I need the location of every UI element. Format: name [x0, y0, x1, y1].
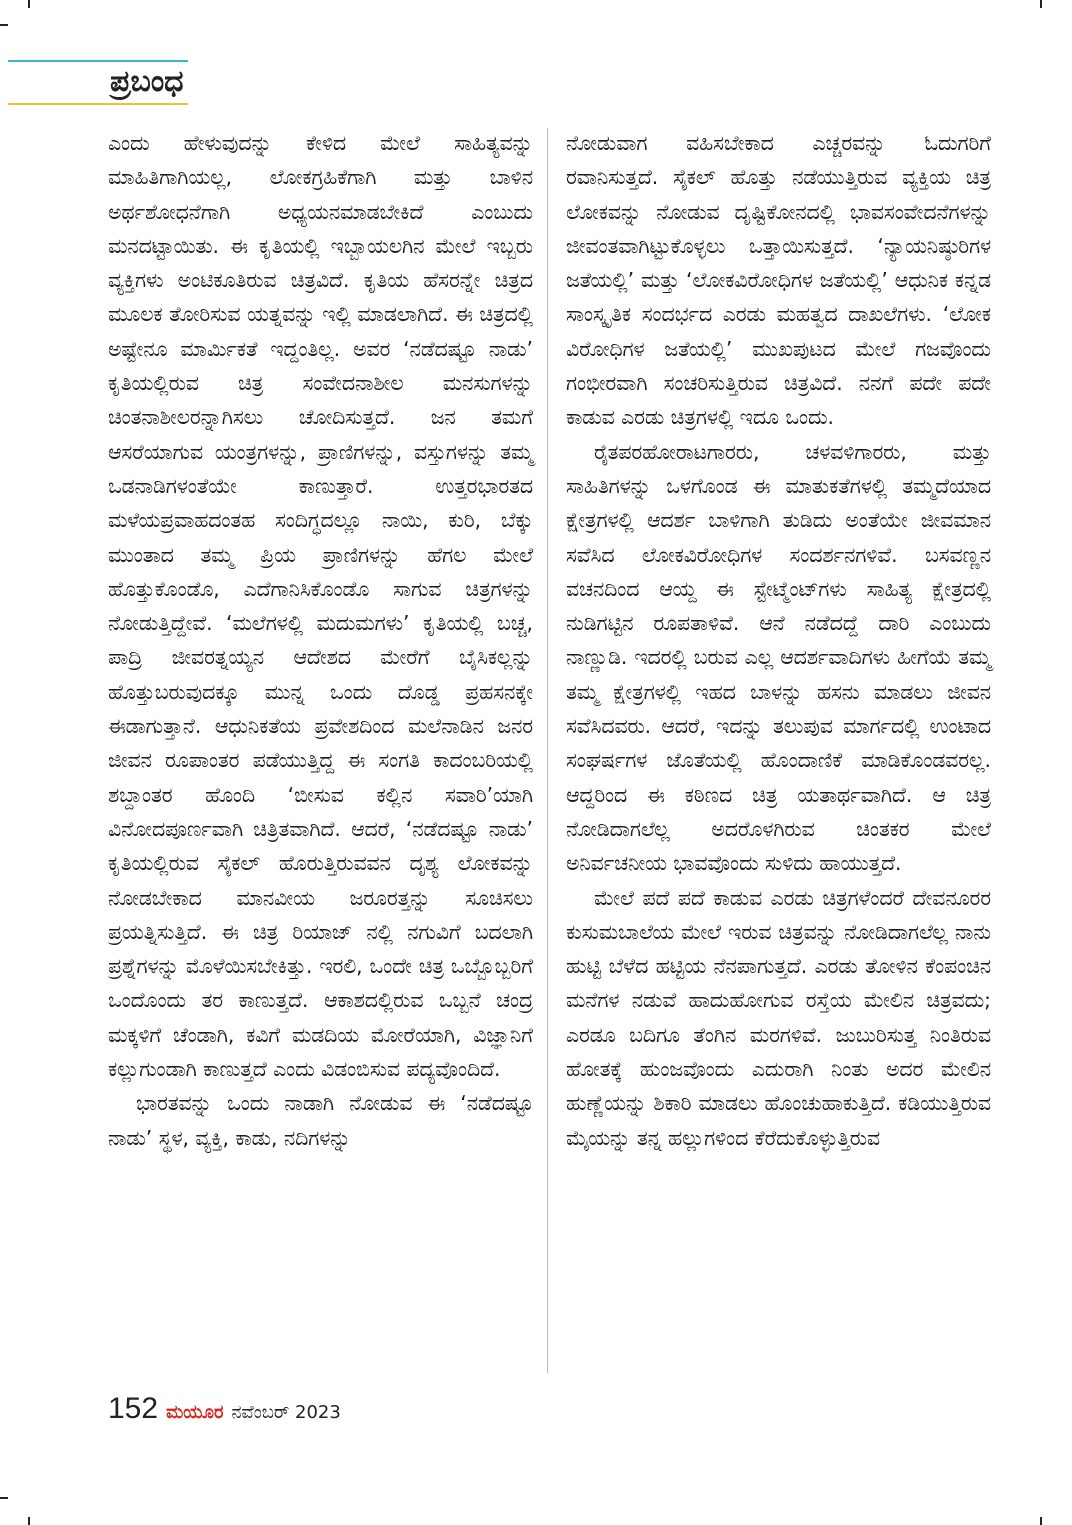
- header-accent-line-top: [8, 60, 188, 62]
- page-footer: [108, 1392, 341, 1426]
- section-title: ಪ್ರಬಂಧ: [110, 64, 184, 99]
- crop-mark: [0, 24, 8, 26]
- paragraph: ನೋಡುವಾಗ ವಹಿಸಬೇಕಾದ ಎಚ್ಚರವನ್ನು ಓದುಗರಿಗೆ ರವಾನಿಸುತ್ತದೆ. ಸೈಕಲ್ ಹೊತ್ತು ನಡೆಯುತ್ತಿರುವ ವ್ಯಕ್ತಿಯ ಚಿತ್ರ ಲೋಕವನ್ನು ನೋಡುವ ದೃಷ್ಟಿಕೋನದಲ್ಲಿ ಭಾವಸಂವೇದನೆಗಳನ್ನು ಜೀವಂತವಾಗಿಟ್ಟುಕೊಳ್ಳಲು ಒತ್ತಾಯಿಸುತ್ತದೆ. ‘ನ್ಯಾಯನಿಷ್ಠುರಿಗಳ ಜತೆಯಲ್ಲಿ’ ಮತ್ತು ‘ಲೋಕವಿರೋಧಿಗಳ ಜತೆಯಲ್ಲಿ’ ಆಧುನಿಕ ಕನ್ನಡ ಸಾಂಸ್ಕೃತಿಕ ಸಂದರ್ಭದ ಎರಡು ಮಹತ್ವದ ದಾಖಲೆಗಳು. ‘ಲೋಕ ವಿರೋಧಿಗಳ ಜತೆಯಲ್ಲಿ’ ಮುಖಪುಟದ ಮೇಲೆ ಗಜವೊಂದು ಗಂಭೀರವಾಗಿ ಸಂಚರಿಸುತ್ತಿರುವ ಚಿತ್ರವಿದೆ. ನನಗೆ ಪದೇ ಪದೇ ಕಾಡುವ ಎರಡು ಚಿತ್ರಗಳಲ್ಲಿ ಇದೂ ಒಂದು.: [566, 131, 991, 430]
- crop-mark: [28, 0, 30, 8]
- right-column: [566, 126, 991, 1155]
- page-number: 152: [108, 1392, 159, 1425]
- paragraph: ಎಂದು ಹೇಳುವುದನ್ನು ಕೇಳಿದ ಮೇಲೆ ಸಾಹಿತ್ಯವನ್ನು ಮಾಹಿತಿಗಾಗಿಯಲ್ಲ, ಲೋಕಗ್ರಹಿಕೆಗಾಗಿ ಮತ್ತು ಬಾಳಿನ ಅರ್ಥಶೋಧನೆಗಾಗಿ ಅಧ್ಯಯನಮಾಡಬೇಕಿದೆ ಎಂಬುದು ಮನದಟ್ಟಾಯಿತು. ಈ ಕೃತಿಯಲ್ಲಿ ಇಬ್ಬಾಯಲಗಿನ ಮೇಲೆ ಇಬ್ಬರು ವ್ಯಕ್ತಿಗಳು ಅಂಟಿಕೂತಿರುವ ಚಿತ್ರವಿದೆ. ಕೃತಿಯ ಹೆಸರನ್ನೇ ಚಿತ್ರದ ಮೂಲಕ ತೋರಿಸುವ ಯತ್ನವನ್ನು ಇಲ್ಲಿ ಮಾಡಲಾಗಿದೆ. ಈ ಚಿತ್ರದಲ್ಲಿ ಅಷ್ಟೇನೂ ಮಾರ್ಮಿಕತೆ ಇದ್ದಂತಿಲ್ಲ. ಅವರ ‘ನಡೆದಷ್ಟೂ ನಾಡು’ ಕೃತಿಯಲ್ಲಿರುವ ಚಿತ್ರ ಸಂವೇದನಾಶೀಲ ಮನಸುಗಳನ್ನು ಚಿಂತನಾಶೀಲರನ್ನಾಗಿಸಲು ಚೋದಿಸುತ್ತದೆ. ಜನ ತಮಗೆ ಆಸರೆಯಾಗುವ ಯಂತ್ರಗಳನ್ನು, ಪ್ರಾಣಿಗಳನ್ನು, ವಸ್ತುಗಳನ್ನು ತಮ್ಮ ಒಡನಾಡಿಗಳಂತೆಯೇ ಕಾಣುತ್ತಾರೆ. ಉತ್ತರಭಾರತದ ಮಳೆಯಪ್ರವಾಹದಂತಹ ಸಂದಿಗ್ಧದಲ್ಲೂ ನಾಯಿ, ಕುರಿ, ಬೆಕ್ಕು ಮುಂತಾದ ತಮ್ಮ ಪ್ರಿಯ ಪ್ರಾಣಿಗಳನ್ನು ಹೆಗಲ ಮೇಲೆ ಹೊತ್ತುಕೊಂಡೊ, ಎದೆಗಾನಿಸಿಕೊಂಡೊ ಸಾಗುವ ಚಿತ್ರಗಳನ್ನು ನೋಡುತ್ತಿದ್ದೇವೆ. ‘ಮಲೆಗಳಲ್ಲಿ ಮದುಮಗಳು’ ಕೃತಿಯಲ್ಲಿ ಬಚ್ಚ, ಪಾದ್ರಿ ಜೀವರತ್ನಯ್ಯನ ಆದೇಶದ ಮೇರೆಗೆ ಬೈಸಿಕಲ್ಲನ್ನು ಹೊತ್ತುಬರುವುದಕ್ಕೂ ಮುನ್ನ ಒಂದು ದೊಡ್ಡ ಪ್ರಹಸನಕ್ಕೇ ಈಡಾಗುತ್ತಾನೆ. ಆಧುನಿಕತೆಯ ಪ್ರವೇಶದಿಂದ ಮಲೆನಾಡಿನ ಜನರ ಜೀವನ ರೂಪಾಂತರ ಪಡೆಯುತ್ತಿದ್ದ ಈ ಸಂಗತಿ ಕಾದಂಬರಿಯಲ್ಲಿ ಶಬ್ದಾಂತರ ಹೊಂದಿ ‘ಬೀಸುವ ಕಲ್ಲಿನ ಸವಾರಿ’ಯಾಗಿ ವಿನೋದಪೂರ್ಣವಾಗಿ ಚಿತ್ರಿತವಾಗಿದೆ. ಆದರೆ, ‘ನಡೆದಷ್ಟೂ ನಾಡು’ ಕೃತಿಯಲ್ಲಿರುವ ಸೈಕಲ್ ಹೊರುತ್ತಿರುವವನ ದೃಶ್ಯ ಲೋಕವನ್ನು ನೋಡಬೇಕಾದ ಮಾನವೀಯ ಜರೂರತ್ತನ್ನು ಸೂಚಿಸಲು ಪ್ರಯತ್ನಿಸುತ್ತಿದೆ. ಈ ಚಿತ್ರ ರಿಯಾಜ್ ನಲ್ಲಿ ನಗುವಿಗೆ ಬದಲಾಗಿ ಪ್ರಶ್ನೆಗಳನ್ನು ಮೊಳೆಯಿಸಬೇಕಿತ್ತು. ಇರಲಿ, ಒಂದೇ ಚಿತ್ರ ಒಬ್ಬೊಬ್ಬರಿಗೆ ಒಂದೊಂದು ತರ ಕಾಣುತ್ತದೆ. ಆಕಾಶದಲ್ಲಿರುವ ಒಬ್ಬನೆ ಚಂದ್ರ ಮಕ್ಕಳಿಗೆ ಚೆಂಡಾಗಿ, ಕವಿಗೆ ಮಡದಿಯ ಮೋರೆಯಾಗಿ, ವಿಜ್ಞಾನಿಗೆ ಕಲ್ಲುಗುಂಡಾಗಿ ಕಾಣುತ್ತದೆ ಎಂದು ವಿಡಂಬಿಸುವ ಪದ್ಯವೊಂದಿದೆ.: [108, 131, 533, 1082]
- header-accent-line-bottom: [8, 103, 188, 105]
- paragraph: ಮೇಲೆ ಪದೆ ಪದೆ ಕಾಡುವ ಎರಡು ಚಿತ್ರಗಳೆಂದರೆ ದೇವನೂರರ ಕುಸುಮಬಾಲೆಯ ಮೇಲೆ ಇರುವ ಚಿತ್ರವನ್ನು ನೋಡಿದಾಗಲೆಲ್ಲ ನಾನು ಹುಟ್ಟಿ ಬೆಳೆದ ಹಟ್ಟಿಯ ನೆನಪಾಗುತ್ತದೆ. ಎರಡು ತೋಳಿನ ಕೆಂಪಂಚಿನ ಮನೆಗಳ ನಡುವೆ ಹಾದುಹೋಗುವ ರಸ್ತೆಯ ಮೇಲಿನ ಚಿತ್ರವದು; ಎರಡೂ ಬದಿಗೂ ತೆಂಗಿನ ಮರಗಳಿವೆ. ಜುಬುರಿಸುತ್ತ ನಿಂತಿರುವ ಹೋತಕ್ಕೆ ಹುಂಜವೊಂದು ಎದುರಾಗಿ ನಿಂತು ಅದರ ಮೇಲಿನ ಹುಣ್ಣೆಯನ್ನು ಶಿಕಾರಿ ಮಾಡಲು ಹೊಂಚುಹಾಕುತ್ತಿದೆ. ಕಡಿಯುತ್ತಿರುವ ಮೈಯನ್ನು ತನ್ನ ಹಲ್ಲುಗಳಿಂದ ಕೆರೆದುಕೊಳ್ಳುತ್ತಿರುವ: [566, 885, 991, 1150]
- crop-mark: [1040, 0, 1042, 8]
- left-column: [108, 126, 533, 1155]
- crop-mark: [28, 1517, 30, 1525]
- column-divider: [547, 128, 548, 1373]
- paragraph: ಭಾರತವನ್ನು ಒಂದು ನಾಡಾಗಿ ನೋಡುವ ಈ ‘ನಡೆದಷ್ಟೂ ನಾಡು’ ಸ್ಥಳ, ವ್ಯಕ್ತಿ, ಕಾಡು, ನದಿಗಳನ್ನು: [108, 1091, 533, 1150]
- issue-date: ನವೆಂಬರ್ 2023: [231, 1402, 341, 1423]
- magazine-name: ಮಯೂರ: [166, 1402, 224, 1423]
- crop-mark: [0, 1497, 8, 1499]
- crop-mark: [1040, 1517, 1042, 1525]
- paragraph: ರೈತಪರಹೋರಾಟಗಾರರು, ಚಳವಳಿಗಾರರು, ಮತ್ತು ಸಾಹಿತಿಗಳನ್ನು ಒಳಗೊಂಡ ಈ ಮಾತುಕತೆಗಳಲ್ಲಿ ತಮ್ಮದೆಯಾದ ಕ್ಷೇತ್ರಗಳಲ್ಲಿ ಆದರ್ಶ ಬಾಳಿಗಾಗಿ ತುಡಿದು ಅಂತೆಯೇ ಜೀವಮಾನ ಸವೆಸಿದ ಲೋಕವಿರೋಧಿಗಳ ಸಂದರ್ಶನಗಳಿವೆ. ಬಸವಣ್ಣನ ವಚನದಿಂದ ಆಯ್ದ ಈ ಸ್ಟೇಟ್ಮೆಂಟ್‌ಗಳು ಸಾಹಿತ್ಯ ಕ್ಷೇತ್ರದಲ್ಲಿ ನುಡಿಗಟ್ಟಿನ ರೂಪತಾಳಿವೆ. ಆನೆ ನಡೆದದ್ದೆ ದಾರಿ ಎಂಬುದು ನಾಣ್ಣುಡಿ. ಇದರಲ್ಲಿ ಬರುವ ಎಲ್ಲ ಆದರ್ಶವಾದಿಗಳು ಹೀಗೆಯೆ ತಮ್ಮ ತಮ್ಮ ಕ್ಷೇತ್ರಗಳಲ್ಲಿ ಇಹದ ಬಾಳನ್ನು ಹಸನು ಮಾಡಲು ಜೀವನ ಸವೆಸಿದವರು. ಆದರೆ, ಇದನ್ನು ತಲುಪುವ ಮಾರ್ಗದಲ್ಲಿ ಉಂಟಾದ ಸಂಘರ್ಷಗಳ ಜೊತೆಯಲ್ಲಿ ಹೊಂದಾಣಿಕೆ ಮಾಡಿಕೊಂಡವರಲ್ಲ. ಆದ್ದರಿಂದ ಈ ಕಠಿಣದ ಚಿತ್ರ ಯತಾರ್ಥವಾಗಿದೆ. ಆ ಚಿತ್ರ ನೋಡಿದಾಗಲೆಲ್ಲ ಅದರೊಳಗಿರುವ ಚಿಂತಕರ ಮೇಲೆ ಅನಿರ್ವಚನೀಯ ಭಾವವೊಂದು ಸುಳಿದು ಹಾಯುತ್ತದೆ.: [566, 439, 991, 876]
